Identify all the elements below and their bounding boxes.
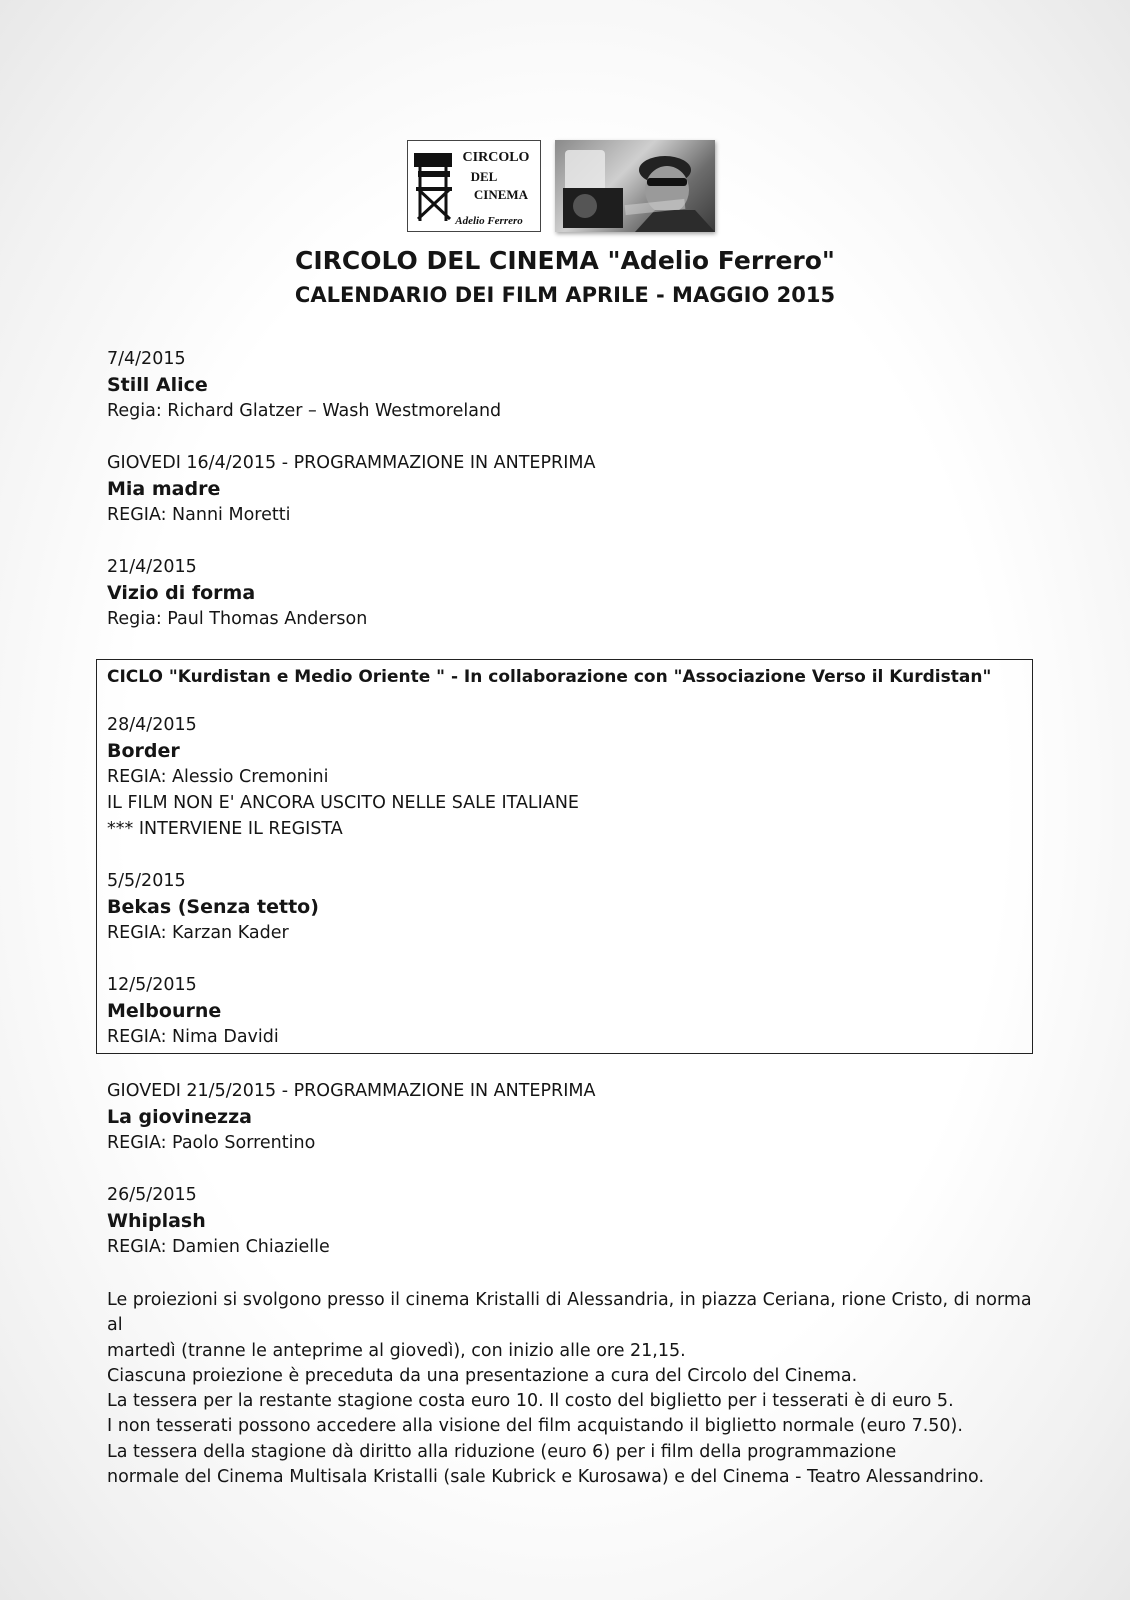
cycle-title: CICLO "Kurdistan e Medio Oriente " - In collaborazione con "Associazione Verso il Kurdistan" [107,667,992,687]
film-date: 21/4/2015 [107,557,197,577]
film-title: Vizio di forma [107,582,256,604]
film-note: *** INTERVIENE IL REGISTA [107,819,343,839]
film-title: Still Alice [107,374,208,396]
film-date: GIOVEDI 16/4/2015 - PROGRAMMAZIONE IN ANTEPRIMA [107,453,596,473]
film-title: La giovinezza [107,1106,252,1128]
film-note: IL FILM NON E' ANCORA USCITO NELLE SALE ITALIANE [107,793,579,813]
film-entry [107,868,319,946]
header-logos [405,138,725,234]
film-entry [107,1182,330,1260]
film-entry [107,346,501,424]
film-date: 28/4/2015 [107,715,197,735]
page-subtitle: CALENDARIO DEI FILM APRILE - MAGGIO 2015 [294,283,836,307]
page-title: CIRCOLO DEL CINEMA "Adelio Ferrero" [295,246,835,275]
logo-text-line-2: DEL [470,169,498,184]
film-entry [107,712,579,842]
film-title: Melbourne [107,1000,222,1022]
info-line: I non tesserati possono accedere alla visione del film acquistando il biglietto normale (euro 7.50). [107,1416,963,1437]
director-photo [555,140,715,232]
logo-text-line-3: CINEMA [473,187,529,202]
directors-chair-icon [412,151,456,225]
film-director: REGIA: Alessio Cremonini [107,767,329,787]
film-date: 26/5/2015 [107,1185,197,1205]
info-line: La tessera della stagione dà diritto alla riduzione (euro 6) per i film della programmazione [107,1441,897,1462]
film-director: REGIA: Nima Davidi [107,1027,279,1047]
film-entry [107,972,279,1050]
logo-text-line-4: Adelio Ferrero [455,215,523,227]
info-line: Ciascuna proiezione è preceduta da una presentazione a cura del Circolo del Cinema. [107,1365,858,1386]
film-title: Mia madre [107,478,221,500]
film-date: 7/4/2015 [107,349,186,369]
film-title: Border [107,740,180,762]
film-director: REGIA: Karzan Kader [107,923,289,943]
circolo-logo [407,140,541,232]
film-entry [107,554,367,632]
film-director: Regia: Paul Thomas Anderson [107,609,368,629]
film-date: GIOVEDI 21/5/2015 - PROGRAMMAZIONE IN ANTEPRIMA [107,1081,596,1101]
info-paragraph [107,1288,1037,1490]
film-director: REGIA: Damien Chiazielle [107,1237,330,1257]
info-line: Le proiezioni si svolgono presso il cinema Kristalli di Alessandria, in piazza Ceriana, rione Cristo, di norma al [107,1290,1032,1336]
film-date: 5/5/2015 [107,871,186,891]
info-line: La tessera per la restante stagione costa euro 10. Il costo del biglietto per i tesserati è di euro 5. [107,1391,954,1412]
info-line: martedì (tranne le anteprime al giovedì), con inizio alle ore 21,15. [107,1340,686,1361]
film-title: Bekas (Senza tetto) [107,896,319,918]
film-entry [107,1078,595,1156]
film-director: Regia: Richard Glatzer – Wash Westmoreland [107,401,502,421]
film-director: REGIA: Nanni Moretti [107,505,291,525]
logo-text-line-1: CIRCOLO [462,150,530,165]
film-title: Whiplash [107,1210,206,1232]
info-line: normale del Cinema Multisala Kristalli (sale Kubrick e Kurosawa) e del Cinema - Teatro Alessandrino. [107,1467,985,1488]
film-date: 12/5/2015 [107,975,197,995]
film-director: REGIA: Paolo Sorrentino [107,1133,316,1153]
film-entry [107,450,595,528]
